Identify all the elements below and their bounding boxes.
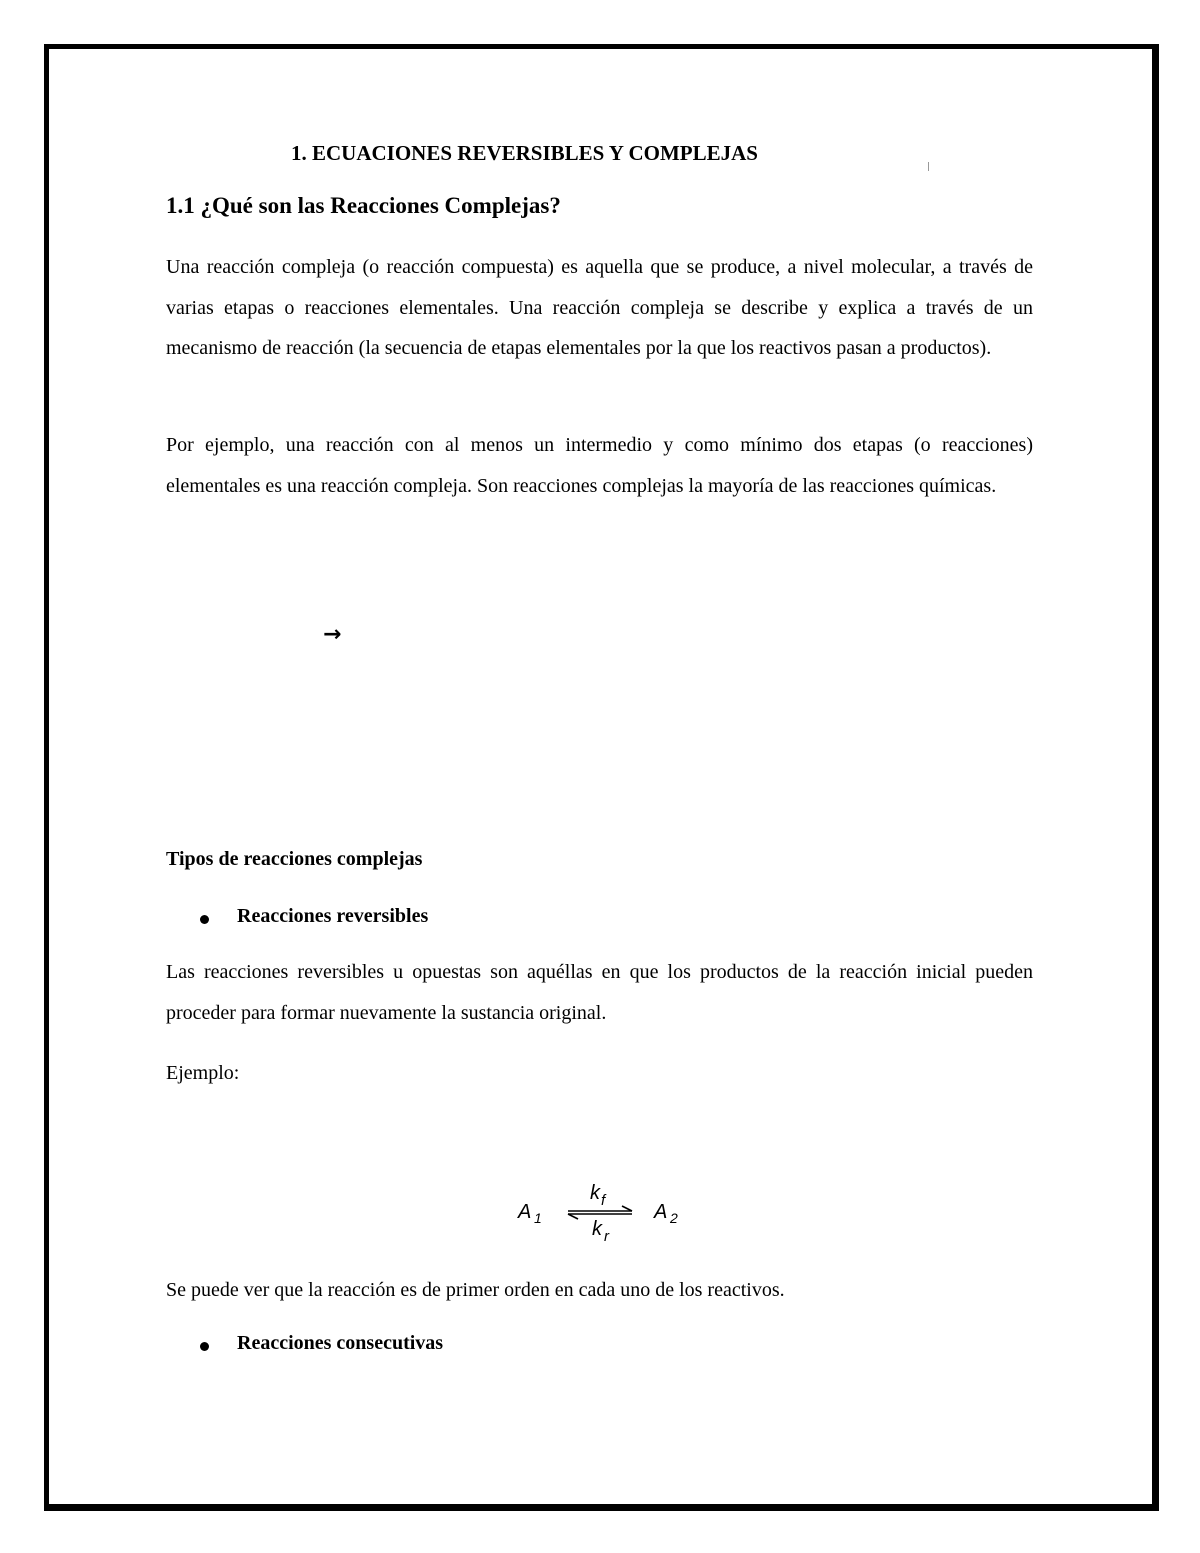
bullet-dot-icon — [200, 915, 209, 924]
paragraph-definition: Una reacción compleja (o reacción compuesta) es aquella que se produce, a nivel molecular, a través de varias etapas o reacciones elementales. Una reacción compleja se describe y explica a través de un mecanismo de reacción (la secuencia de etapas elementales por la que los reactivos pasan a productos). — [166, 256, 1033, 359]
reactant-label: A — [518, 1201, 532, 1223]
reversible-equation — [510, 1175, 700, 1255]
k-forward-label: k — [590, 1182, 600, 1204]
equation-svg — [510, 1175, 700, 1255]
product-label: A — [654, 1201, 668, 1223]
bullet-dot-icon — [200, 1342, 209, 1351]
product-subscript: 2 — [670, 1210, 678, 1226]
document-title: 1. ECUACIONES REVERSIBLES Y COMPLEJAS — [291, 141, 758, 165]
k-reverse-subscript: r — [604, 1228, 609, 1245]
paragraph-reversible: Las reacciones reversibles u opuestas son aquéllas en que los productos de la reacción inicial pueden proceder para formar nuevamente la sustancia original. — [166, 961, 1033, 1024]
title-mark — [928, 162, 929, 171]
paragraph-ejemplo: Ejemplo: — [166, 1062, 240, 1084]
bullet-label: Reacciones consecutivas — [237, 1332, 444, 1354]
paragraph-first-order: Se puede ver que la reacción es de primer orden en cada uno de los reactivos. — [166, 1279, 785, 1301]
section-subtitle: 1.1 ¿Qué son las Reacciones Complejas? — [166, 193, 561, 218]
k-forward-subscript: f — [601, 1192, 606, 1209]
paragraph-example: Por ejemplo, una reacción con al menos un intermedio y como mínimo dos etapas (o reacciones) elementales es una reacción compleja. Son reacciones complejas la mayoría de las reacciones químicas. — [166, 434, 1033, 497]
bullet-label: Reacciones reversibles — [237, 905, 429, 927]
types-heading: Tipos de reacciones complejas — [166, 848, 423, 870]
right-arrow-icon: → — [323, 622, 342, 647]
k-reverse-label: k — [592, 1218, 602, 1240]
reactant-subscript: 1 — [534, 1210, 542, 1226]
